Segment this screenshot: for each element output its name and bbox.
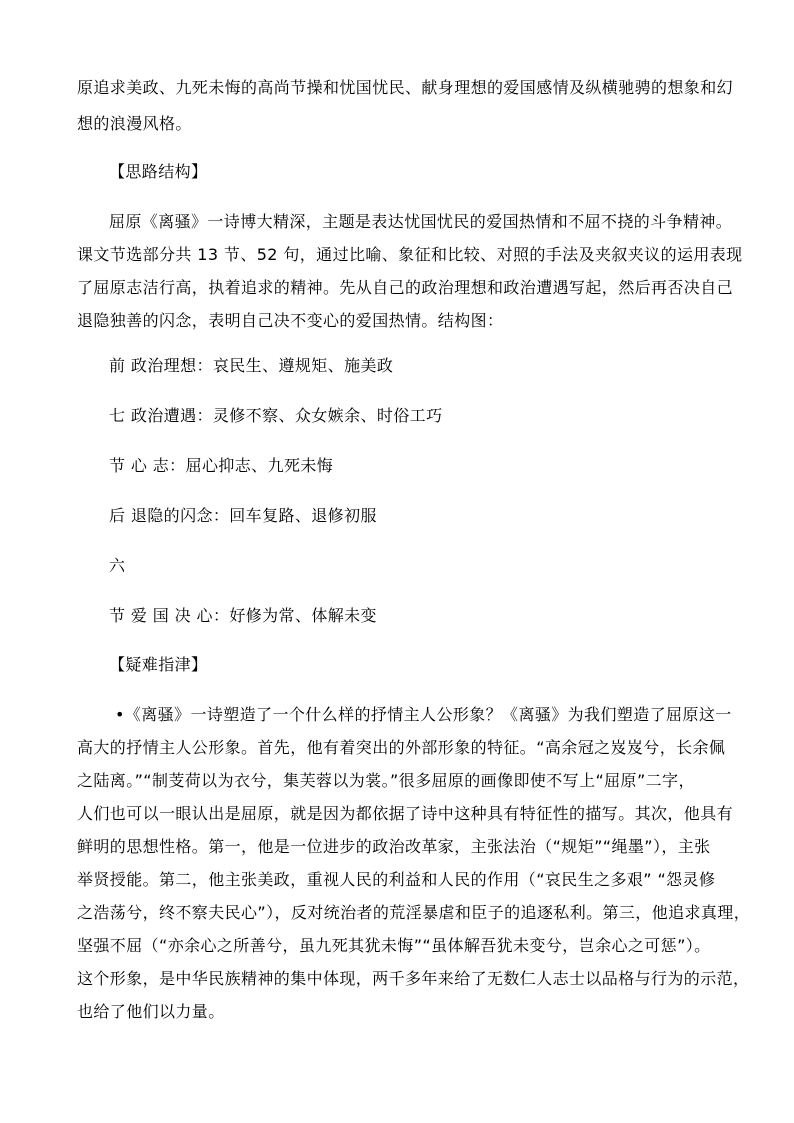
outline-item: 后 退隐的闪念：回车复路、退修初服 bbox=[109, 506, 377, 525]
intro-line: 想的浪漫风格。 bbox=[77, 114, 192, 133]
paragraph-line: 人们也可以一眼认出是屈原，就是因为都依据了诗中这种具有特征性的描写。其次，他具有 bbox=[77, 804, 734, 823]
paragraph-line: 这个形象，是中华民族精神的集中体现，两千多年来给了无数仁人志士以品格与行为的示范， bbox=[77, 969, 750, 988]
paragraph-line: 课文节选部分共 13 节、52 句，通过比喻、象征和比较、对照的手法及夹叙夹议的运用表现 bbox=[77, 245, 743, 264]
paragraph-line: 退隐独善的闪念，表明自己决不变心的爱国热情。结构图： bbox=[77, 311, 504, 330]
intro-line: 原追求美政、九死未悔的高尚节操和忧国忧民、献身理想的爱国感情及纵横驰骋的想象和幻 bbox=[77, 78, 734, 97]
paragraph-line: 高大的抒情主人公形象。首先，他有着突出的外部形象的特征。“高余冠之岌岌兮，长余佩 bbox=[77, 738, 726, 757]
outline-item: 节 心 志：屈心抑志、九死未悔 bbox=[109, 456, 334, 475]
outline-item: 六 bbox=[109, 556, 126, 575]
paragraph-line: 了屈原志洁行高，执着追求的精神。先从自己的政治理想和政治遭遇写起，然后再否决自己 bbox=[77, 278, 734, 297]
outline-item: 节 爱 国 决 心：好修为常、体解未变 bbox=[109, 606, 377, 625]
paragraph-line: 举贤授能。第二，他主张美政，重视人民的利益和人民的作用（“哀民生之多艰” “怨灵修 bbox=[77, 870, 716, 889]
paragraph-line: •《离骚》一诗塑造了一个什么样的抒情主人公形象？《离骚》为我们塑造了屈原这一 bbox=[115, 705, 732, 724]
paragraph-line: 屈原《离骚》一诗博大精深，主题是表达忧国忧民的爱国热情和不屈不挠的斗争精神。 bbox=[109, 212, 733, 231]
paragraph-line: 之浩荡兮，终不察夫民心”），反对统治者的荒淫暴虐和臣子的追逐私利。第三，他追求真理， bbox=[77, 903, 751, 922]
paragraph-line: 之陆离。”“制芰荷以为衣兮，集芙蓉以为裳。”很多屈原的画像即使不写上“屈原”二字， bbox=[77, 771, 695, 790]
section-heading-structure: 【思路结构】 bbox=[109, 162, 208, 181]
paragraph-line: 鲜明的思想性格。第一，他是一位进步的政治改革家，主张法治（“规矩”“绳墨”），主张 bbox=[77, 837, 711, 856]
paragraph-line: 也给了他们以力量。 bbox=[77, 1002, 225, 1021]
outline-item: 前 政治理想：哀民生、遵规矩、施美政 bbox=[109, 356, 394, 375]
section-heading-difficulty: 【疑难指津】 bbox=[109, 655, 208, 674]
paragraph-line: 坚强不屈（“亦余心之所善兮，虽九死其犹未悔”“虽体解吾犹未变兮，岂余心之可惩”）。 bbox=[77, 936, 711, 955]
outline-item: 七 政治遭遇：灵修不察、众女嫉余、时俗工巧 bbox=[109, 406, 443, 425]
